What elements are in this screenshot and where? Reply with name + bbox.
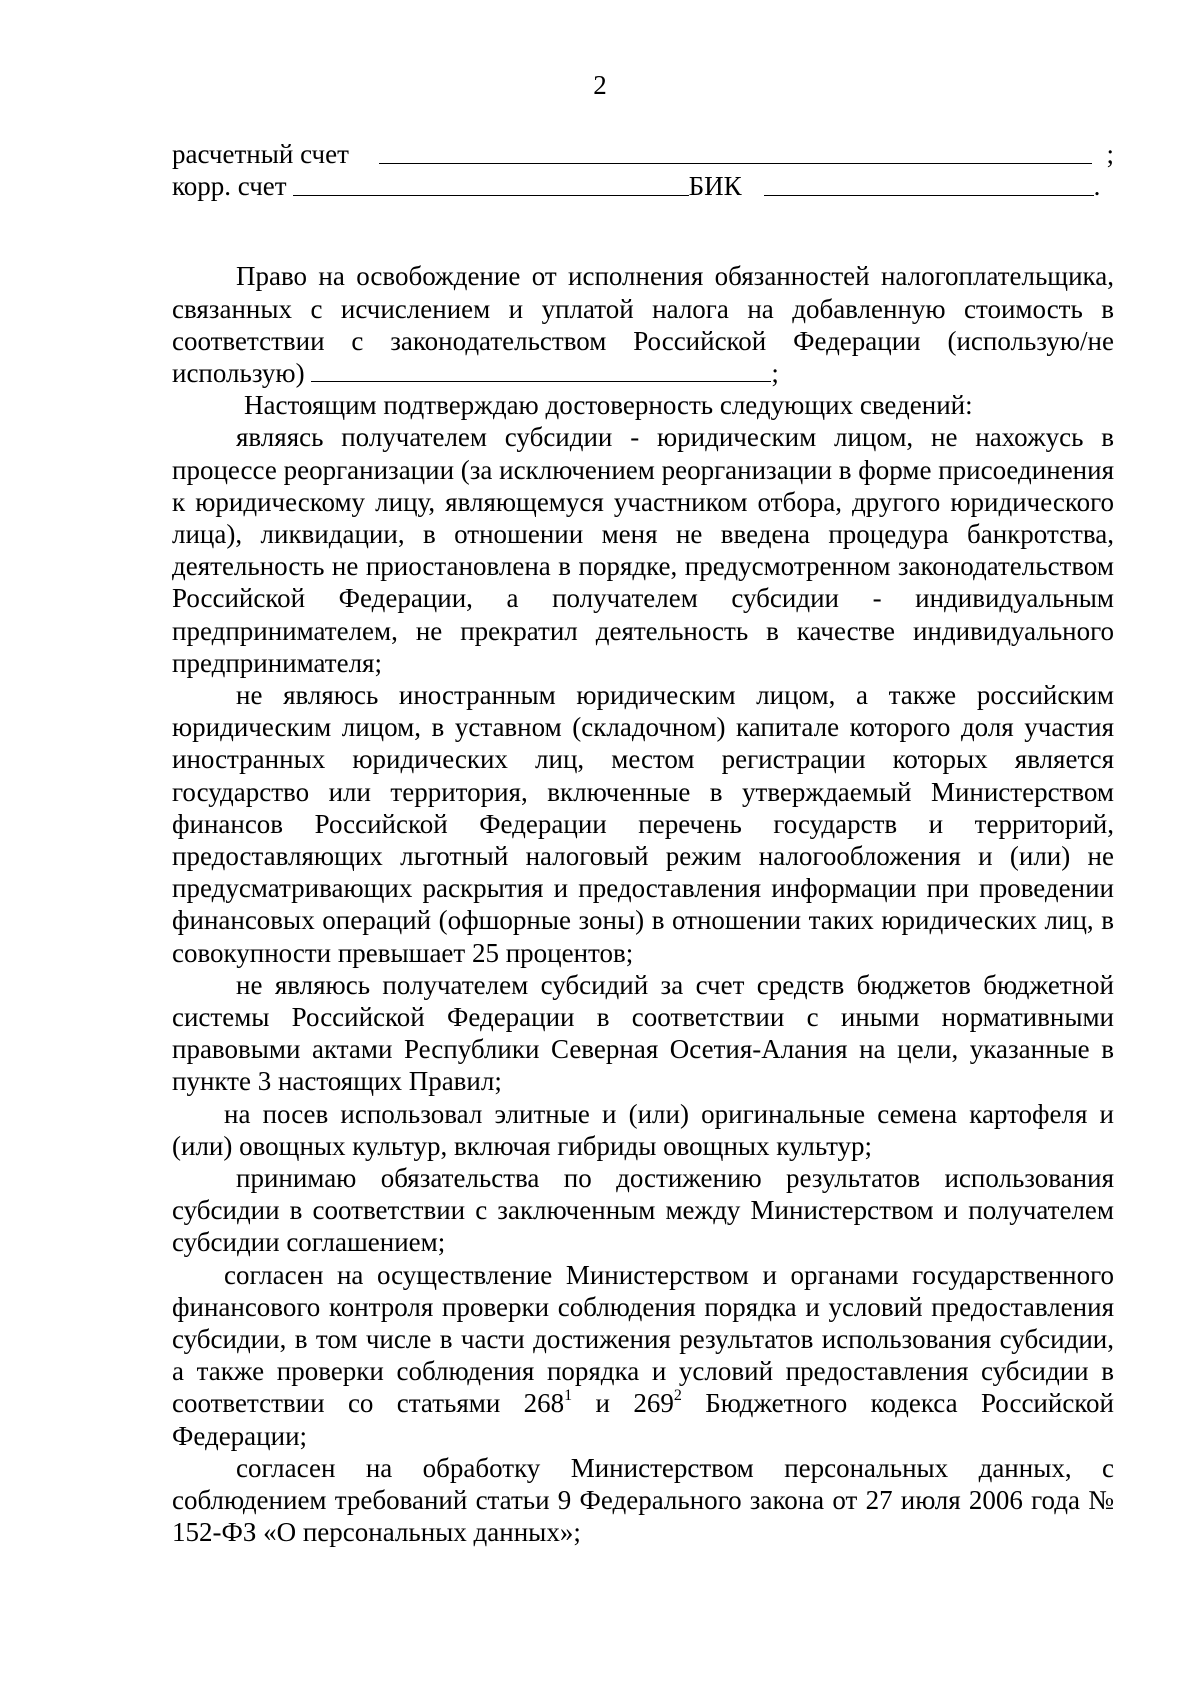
document-body (172, 138, 1114, 1549)
audit-consent-sup-1: 1 (564, 1387, 573, 1405)
confirm-heading: Настоящим подтверждаю достоверность следующих сведений: (244, 390, 973, 421)
corr-blank-line[interactable] (293, 173, 689, 196)
statement-seeds: на посев использовал элитные и (или) оригинальные семена картофеля и (или) овощных культур, включая гибриды овощных культур; (172, 1098, 1114, 1161)
corr-bik-field-row (172, 170, 1114, 202)
statement-foreign-entity: не являюсь иностранным юридическим лицом, а также российским юридическим лицом, в уставном (складочном) капитале которого доля участия иностранных юридических лиц, местом регистрации которых является государство или территория, включенные в утверждаемый Министерством финансов Российской Федерации перечень государств и территорий, предоставляющих льготный налоговый режим налогообложения и (или) не предусматривающих раскрытия и предоставления информации при проведении финансовых операций (офшорные зоны) в отношении таких юридических лиц, в совокупности превышает 25 процентов; (172, 680, 1114, 968)
bik-label: БИК (688, 171, 742, 202)
corr-label: корр. счет (172, 171, 287, 202)
statement-obligations: принимаю обязательства по достижению результатов использования субсидии в соответствии с заключенным между Министерством и получателем субсидии соглашением; (172, 1163, 1114, 1258)
account-label: расчетный счет (172, 138, 349, 169)
audit-consent-text-3: Бюджетного кодекса Российской Федерации; (172, 1388, 1115, 1451)
audit-consent-text-2: и 269 (572, 1388, 674, 1419)
audit-consent-text-1: согласен на осуществление Министерством и органами государственного финансового контроля проверки соблюдения порядка и условий предоставления субсидии, в том числе в части достижения результатов использования субсидии, а также проверки соблюдения порядка и условий предоставления субсидии в соответствии со статьями 268 (172, 1259, 1114, 1419)
vat-right-paragraph (172, 260, 1114, 389)
statement-personal-data: согласен на обработку Министерством персональных данных, с соблюдением требований статьи 9 Федерального закона от 27 июля 2006 года № 152-ФЗ «О персональных данных»; (172, 1452, 1114, 1548)
bik-end-punct: . (1093, 171, 1101, 202)
bik-blank-line[interactable] (764, 173, 1094, 196)
account-blank-line[interactable] (379, 141, 1093, 164)
audit-consent-sup-2: 2 (673, 1387, 682, 1405)
statement-reorganization: являясь получателем субсидии - юридическим лицом, не нахожусь в процессе реорганизации (за исключением реорганизации в форме присоединения к юридическому лицу, являющемуся участником отбора, другого юридического лица), ликвидации, в отношении меня не введена процедура банкротства, деятельность не приостановлена в порядке, предусмотренном законодательством Российской Федерации, а получателем субсидии - индивидуальным предпринимателем, не прекратил деятельность в качестве индивидуального предпринимателя; (172, 422, 1114, 678)
statement-audit-consent (172, 1259, 1114, 1452)
vat-right-blank-line[interactable] (311, 359, 771, 382)
spacer (172, 202, 1114, 260)
vat-right-end-punct: ; (771, 357, 779, 388)
page-number: 2 (593, 70, 607, 100)
account-end-punct: ; (1106, 138, 1114, 169)
account-field-row (172, 138, 1114, 170)
statement-other-subsidies: не являюсь получателем субсидий за счет средств бюджетов бюджетной системы Российской Федерации в соответствии с иными нормативными правовыми актами Республики Северная Осетия-Алания на цели, указанные в пункте 3 настоящих Правил; (172, 969, 1114, 1097)
vat-right-text: Право на освобождение от исполнения обязанностей налогоплательщика, связанных с исчислением и уплатой налога на добавленную стоимость в соответствии с законодательством Российской Федерации (использую/не использую) (172, 261, 1114, 388)
